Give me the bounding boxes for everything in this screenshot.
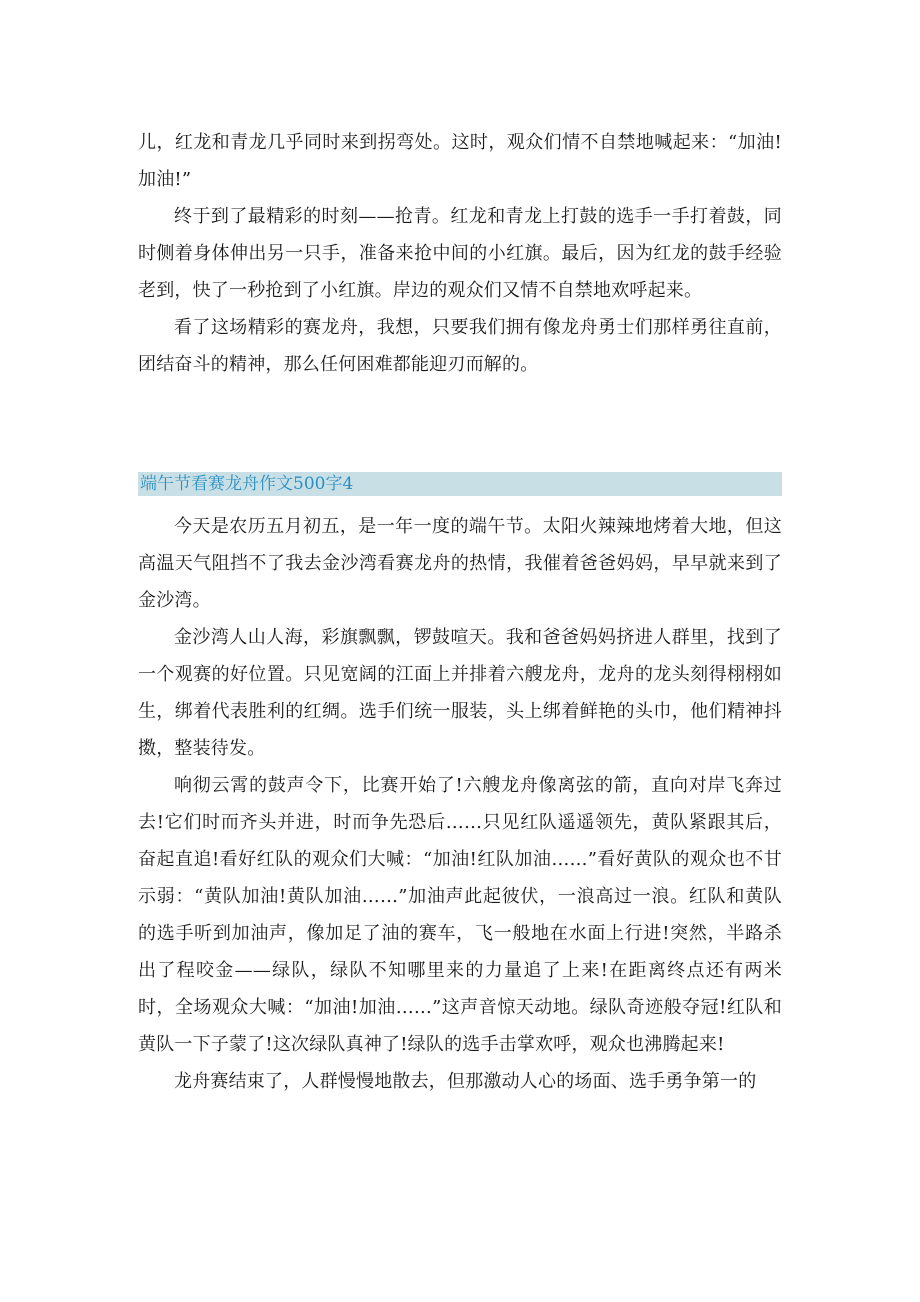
paragraph: 看了这场精彩的赛龙舟，我想，只要我们拥有像龙舟勇士们那样勇往直前，团结奋斗的精神，那么任何困难都能迎刃而解的。 — [138, 317, 782, 375]
paragraph: 龙舟赛结束了，人群慢慢地散去，但那激动人心的场面、选手勇争第一的 — [174, 1071, 757, 1092]
essay-4-body — [138, 508, 782, 1100]
section-heading-bar — [138, 472, 782, 496]
paragraph: 终于到了最精彩的时刻——抢青。红龙和青龙上打鼓的选手一手打着鼓，同时侧着身体伸出另一只手，准备来抢中间的小红旗。最后，因为红龙的鼓手经验老到，快了一秒抢到了小红旗。岸边的观众们又情不自禁地欢呼起来。 — [138, 206, 782, 301]
paragraph: 儿，红龙和青龙几乎同时来到拐弯处。这时，观众们情不自禁地喊起来：“加油!加油!” — [138, 132, 782, 190]
essay-3-ending — [138, 124, 782, 383]
paragraph: 今天是农历五月初五，是一年一度的端午节。太阳火辣辣地烤着大地，但这高温天气阻挡不了我去金沙湾看赛龙舟的热情，我催着爸爸妈妈，早早就来到了金沙湾。 — [138, 516, 782, 611]
paragraph: 金沙湾人山人海，彩旗飘飘，锣鼓喧天。我和爸爸妈妈挤进人群里，找到了一个观赛的好位置。只见宽阔的江面上并排着六艘龙舟，龙舟的龙头刻得栩栩如生，绑着代表胜利的红绸。选手们统一服装，头上绑着鲜艳的头巾，他们精神抖擞，整装待发。 — [138, 627, 782, 759]
paragraph: 响彻云霄的鼓声令下，比赛开始了!六艘龙舟像离弦的箭，直向对岸飞奔过去!它们时而齐头并进，时而争先恐后……只见红队遥遥领先，黄队紧跟其后，奋起直追!看好红队的观众们大喊：“加油!红队加油……”看好黄队的观众也不甘示弱：“黄队加油!黄队加油……”加油声此起彼伏，一浪高过一浪。红队和黄队的选手听到加油声，像加足了油的赛车，飞一般地在水面上行进!突然，半路杀出了程咬金——绿队，绿队不知哪里来的力量追了上来!在距离终点还有两米时，全场观众大喊：“加油!加油……”这声音惊天动地。绿队奇迹般夺冠!红队和黄队一下子蒙了!这次绿队真神了!绿队的选手击掌欢呼，观众也沸腾起来! — [138, 775, 782, 1055]
section-heading: 端午节看赛龙舟作文500字4 — [140, 474, 354, 494]
